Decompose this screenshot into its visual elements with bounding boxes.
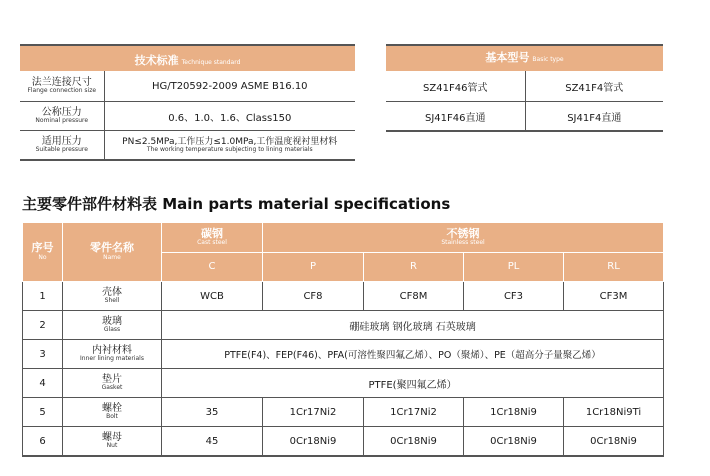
flange-size-value: HG/T20592-2009 ASME B16.10 xyxy=(104,71,355,102)
suitable-pressure-label xyxy=(20,131,104,161)
suitable-pressure-label-cn: 适用压力 xyxy=(41,135,82,147)
basic-type-cell: SJ41F4直通 xyxy=(525,102,663,132)
col-header-carbon-steel xyxy=(162,223,263,253)
part-name-cn: 内衬材料 xyxy=(92,344,132,356)
table-row xyxy=(23,311,664,340)
technique-standard-title-en: Technique standard xyxy=(181,59,241,66)
materials-table xyxy=(22,222,664,457)
table-row xyxy=(23,369,664,398)
basic-type-header xyxy=(386,45,663,71)
row-no: 4 xyxy=(23,369,63,398)
material-r: 0Cr18Ni9 xyxy=(364,427,464,457)
part-name xyxy=(63,369,162,398)
basic-type-table xyxy=(386,44,663,132)
material-p: 1Cr17Ni2 xyxy=(263,398,364,427)
table-row xyxy=(23,282,664,311)
material-p: 0Cr18Ni9 xyxy=(263,427,364,457)
part-name-cn: 垫片 xyxy=(102,373,122,385)
material-pl: CF3 xyxy=(464,282,564,311)
flange-size-label xyxy=(20,71,104,102)
section-title: 主要零件部件材料表 Main parts material specifications xyxy=(22,195,451,213)
basic-type-cell: SJ41F46直通 xyxy=(386,102,525,132)
material-r: CF8M xyxy=(364,282,464,311)
material-c: 45 xyxy=(162,427,263,457)
col-header-stainless-steel xyxy=(263,223,664,253)
col-header-no xyxy=(23,223,63,282)
basic-type-cell: SZ41F46管式 xyxy=(386,71,525,102)
part-name xyxy=(63,311,162,340)
col-header-name-en: Name xyxy=(103,254,121,262)
basic-type-title: 基本型号 xyxy=(485,51,530,65)
suitable-pressure-value xyxy=(104,131,355,161)
basic-type-cell: SZ41F4管式 xyxy=(525,71,663,102)
part-name-en: Inner lining materials xyxy=(80,355,144,363)
col-header-no-en: No xyxy=(38,254,47,262)
row-no: 5 xyxy=(23,398,63,427)
nominal-pressure-label xyxy=(20,102,104,131)
part-name-en: Bolt xyxy=(106,413,118,421)
part-name-cn: 螺栓 xyxy=(102,402,122,414)
suitable-pressure-value-en: The working temperature subjecting to lining materials xyxy=(146,145,313,153)
part-name-cn: 壳体 xyxy=(102,286,122,298)
col-header-name xyxy=(63,223,162,282)
grade-header-c: C xyxy=(162,252,263,282)
row-no: 6 xyxy=(23,427,63,457)
grade-header-p: P xyxy=(263,252,364,282)
technique-standard-header xyxy=(20,45,355,71)
part-name-en: Nut xyxy=(106,442,118,450)
grade-header-r: R xyxy=(364,252,464,282)
nominal-pressure-label-cn: 公称压力 xyxy=(41,106,82,118)
material-merged: PTFE(F4)、FEP(F46)、PFA(可溶性聚四氟乙烯）、PO（聚烯）、PE（超高分子量聚乙烯） xyxy=(162,340,664,369)
part-name xyxy=(63,340,162,369)
col-header-no-cn: 序号 xyxy=(31,241,54,255)
material-pl: 1Cr18Ni9 xyxy=(464,398,564,427)
grade-header-rl: RL xyxy=(564,252,664,282)
material-c: WCB xyxy=(162,282,263,311)
part-name xyxy=(63,427,162,457)
table-row xyxy=(23,398,664,427)
material-rl: CF3M xyxy=(564,282,664,311)
part-name xyxy=(63,282,162,311)
nominal-pressure-label-en: Nominal pressure xyxy=(35,117,89,125)
flange-size-label-en: Flange connection size xyxy=(27,87,97,95)
col-header-name-cn: 零件名称 xyxy=(90,241,134,255)
suitable-pressure-value-cn: PN≤2.5MPa,工作压力≤1.0MPa,工作温度视衬里材料 xyxy=(122,136,338,147)
row-no: 1 xyxy=(23,282,63,311)
basic-type-title-en: Basic type xyxy=(532,56,564,64)
nominal-pressure-value: 0.6、1.0、1.6、Class150 xyxy=(104,102,355,131)
col-header-carbon-cn: 碳钢 xyxy=(201,226,223,240)
material-merged: PTFE(聚四氟乙烯） xyxy=(162,369,664,398)
material-rl: 0Cr18Ni9 xyxy=(564,427,664,457)
col-header-stainless-cn: 不锈钢 xyxy=(446,226,480,240)
suitable-pressure-label-en: Suitable pressure xyxy=(35,146,88,154)
part-name xyxy=(63,398,162,427)
technique-standard-title: 技术标准 xyxy=(134,54,179,67)
technique-standard-table xyxy=(20,44,355,161)
material-r: 1Cr17Ni2 xyxy=(364,398,464,427)
table-row xyxy=(23,340,664,369)
material-pl: 0Cr18Ni9 xyxy=(464,427,564,457)
material-c: 35 xyxy=(162,398,263,427)
material-rl: 1Cr18Ni9Ti xyxy=(564,398,664,427)
flange-size-label-cn: 法兰连接尺寸 xyxy=(31,76,92,88)
row-no: 3 xyxy=(23,340,63,369)
table-row xyxy=(23,427,664,457)
part-name-cn: 玻璃 xyxy=(102,315,122,327)
part-name-cn: 螺母 xyxy=(102,431,122,443)
material-p: CF8 xyxy=(263,282,364,311)
part-name-en: Glass xyxy=(103,326,121,334)
part-name-en: Shell xyxy=(104,297,120,305)
grade-header-pl: PL xyxy=(464,252,564,282)
col-header-stainless-en: Stainless steel xyxy=(441,239,485,247)
col-header-carbon-en: Cast steel xyxy=(197,239,227,247)
row-no: 2 xyxy=(23,311,63,340)
part-name-en: Gasket xyxy=(101,384,123,392)
material-merged: 硼硅玻璃 钢化玻璃 石英玻璃 xyxy=(162,311,664,340)
